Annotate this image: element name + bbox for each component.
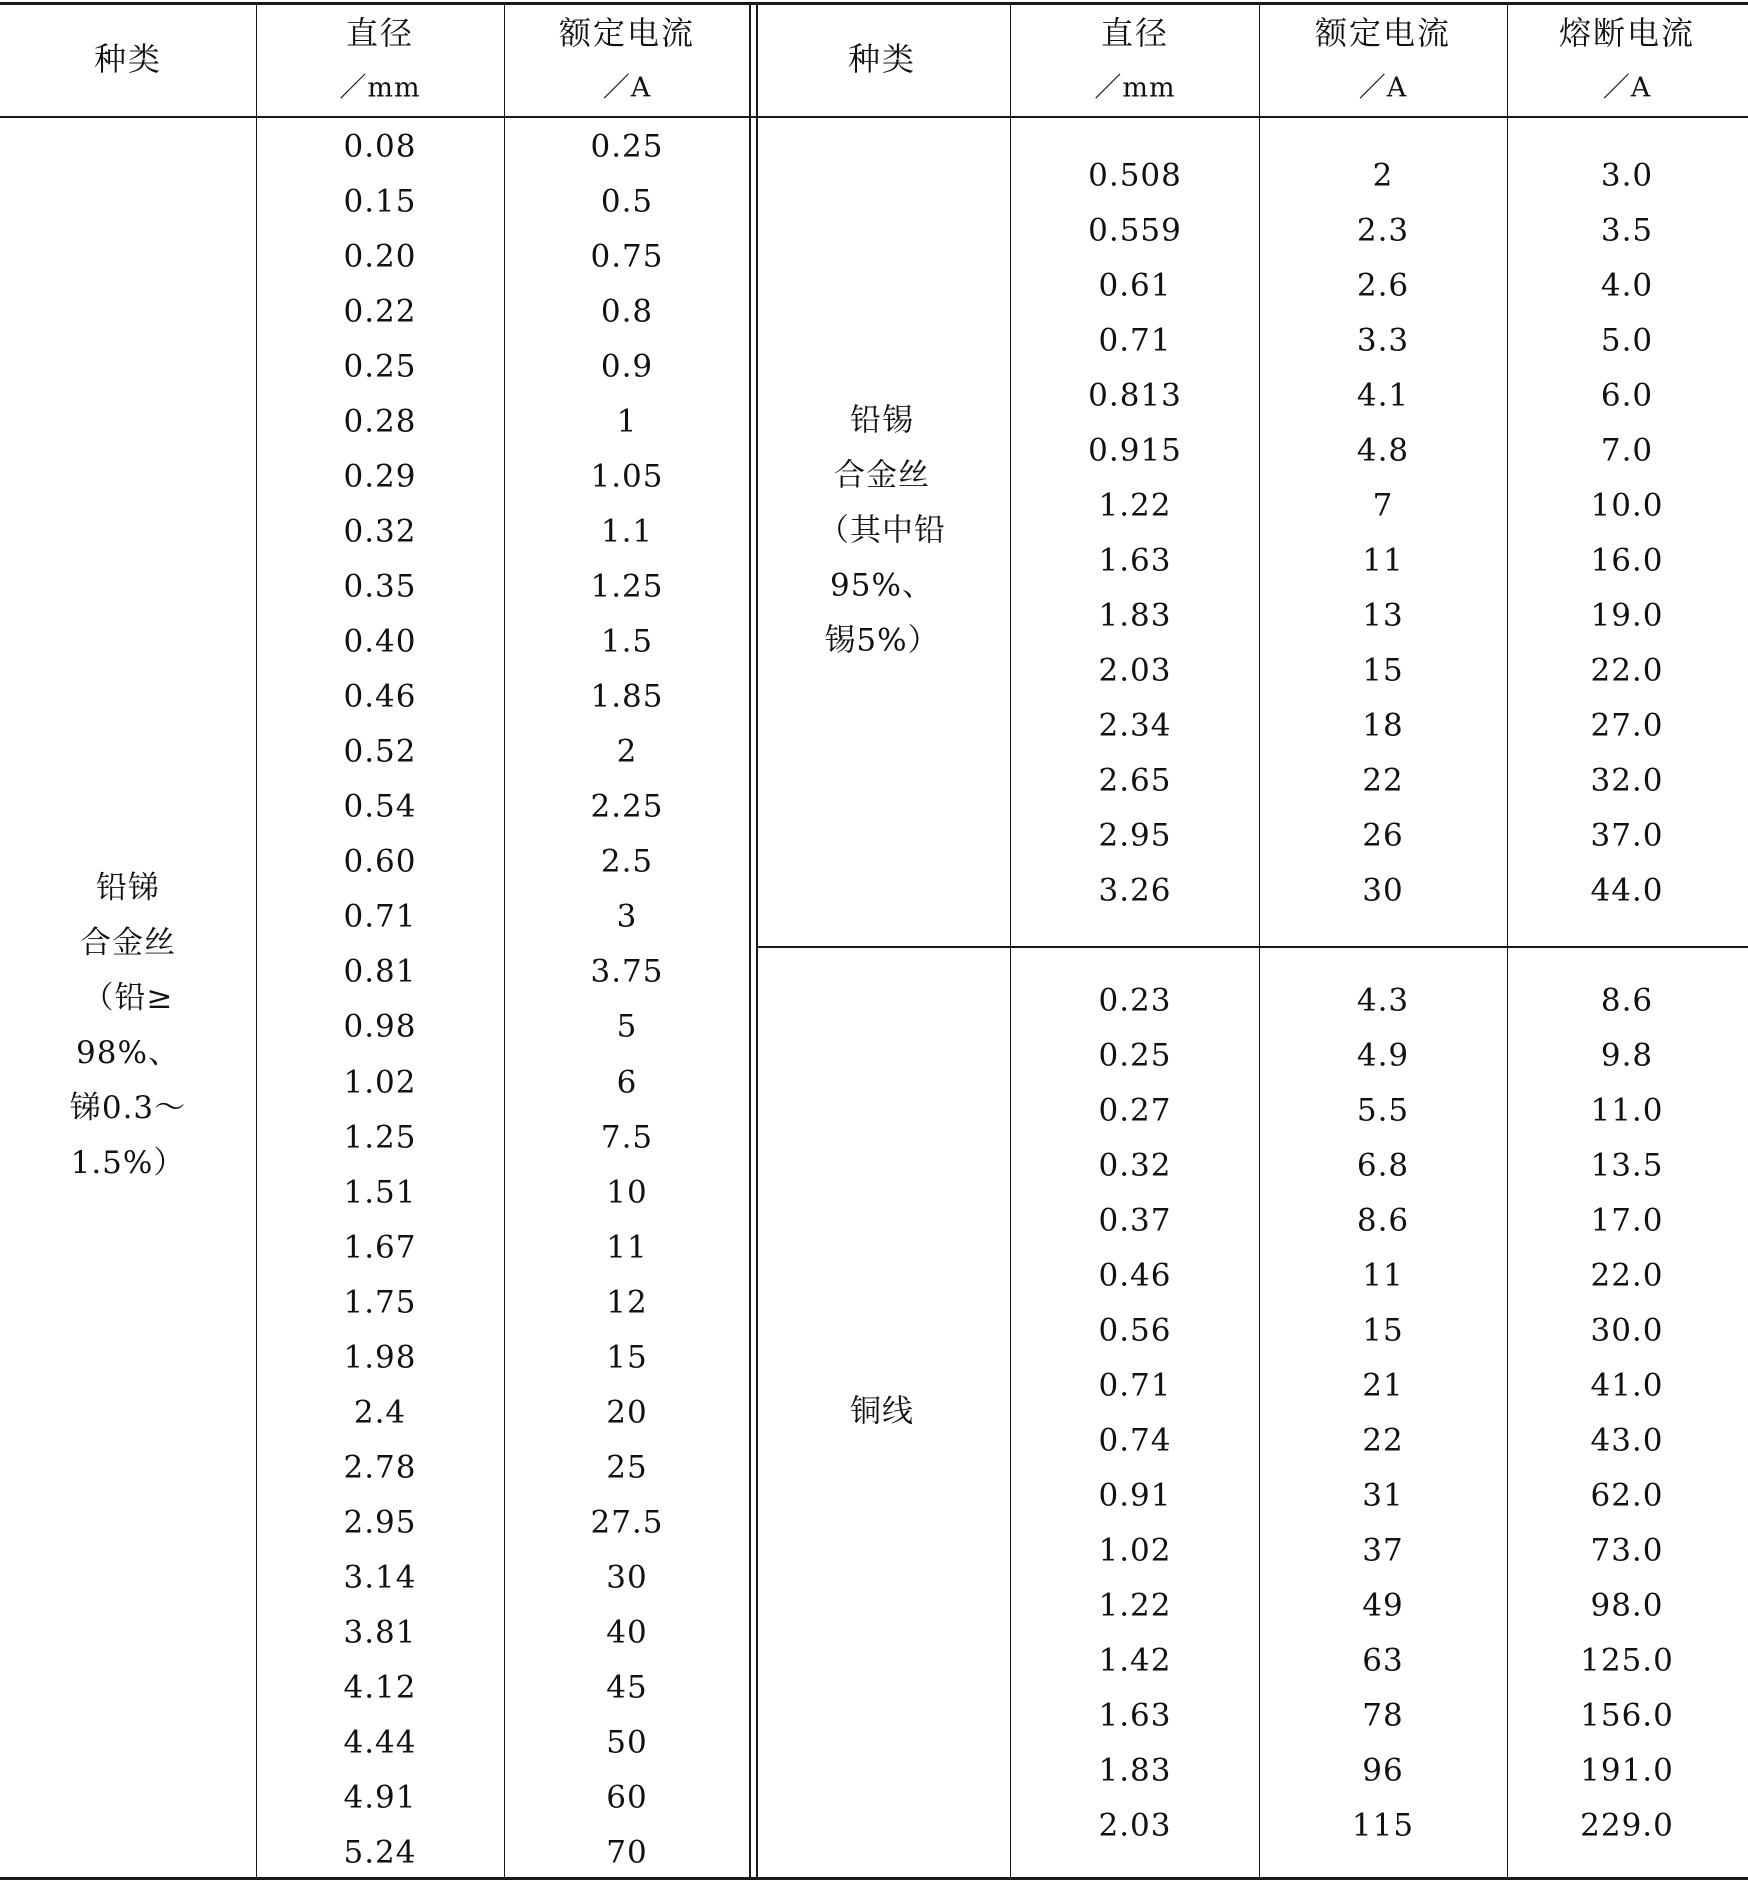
- cell-rated-current: 11: [606, 1229, 648, 1266]
- cell-rated-current: 78: [1362, 1697, 1404, 1734]
- cell-diameter: 0.25: [1098, 1037, 1172, 1074]
- type-line: 95%、: [830, 567, 934, 604]
- header-rated-left: 额定电流: [558, 14, 696, 52]
- cell-fusing-current: 41.0: [1590, 1367, 1664, 1404]
- cell-diameter: 0.32: [1098, 1147, 1172, 1184]
- cell-rated-current: 4.9: [1356, 1037, 1410, 1074]
- cell-fusing-current: 37.0: [1590, 817, 1664, 854]
- cell-diameter: 0.32: [343, 513, 417, 550]
- col-rule-left-1: [256, 4, 257, 1878]
- type-line: 铅锡: [850, 402, 914, 439]
- cell-diameter: 2.95: [343, 1504, 417, 1541]
- cell-fusing-current: 44.0: [1590, 872, 1664, 909]
- cell-rated-current: 25: [606, 1449, 648, 1486]
- cell-fusing-current: 98.0: [1590, 1587, 1664, 1624]
- cell-diameter: 1.02: [1098, 1532, 1172, 1569]
- cell-diameter: 3.81: [343, 1614, 417, 1651]
- type-line: 合金丝: [80, 925, 176, 961]
- cell-fusing-current: 6.0: [1600, 377, 1654, 414]
- cell-diameter: 0.20: [343, 238, 417, 275]
- cell-diameter: 0.71: [1098, 322, 1172, 359]
- cell-rated-current: 2.5: [600, 843, 654, 880]
- cell-fusing-current: 27.0: [1590, 707, 1664, 744]
- type-line: （铅≥: [82, 980, 174, 1016]
- cell-rated-current: 50: [606, 1724, 648, 1761]
- cell-fusing-current: 8.6: [1600, 982, 1654, 1019]
- cell-fusing-current: 11.0: [1590, 1092, 1664, 1129]
- header-rated-right: 额定电流: [1314, 14, 1452, 52]
- cell-diameter: 1.02: [343, 1064, 417, 1100]
- type-line: 1.5%）: [70, 1145, 186, 1181]
- header-rule: [0, 116, 1748, 118]
- col-rule-right-3: [1507, 4, 1508, 1878]
- type-line: 98%、: [76, 1035, 180, 1071]
- cell-rated-current: 5.5: [1356, 1092, 1410, 1129]
- cell-diameter: 0.23: [1098, 982, 1172, 1019]
- double-rule-a: [749, 4, 751, 1878]
- cell-rated-current: 3.75: [590, 953, 664, 990]
- cell-rated-current: 2.6: [1356, 267, 1410, 304]
- cell-diameter: 0.91: [1098, 1477, 1172, 1514]
- cell-rated-current: 30: [1362, 872, 1404, 909]
- cell-diameter: 1.25: [343, 1119, 417, 1156]
- header-rated-unit-left: ／A: [602, 72, 652, 104]
- cell-fusing-current: 17.0: [1590, 1202, 1664, 1239]
- cell-fusing-current: 22.0: [1590, 1257, 1664, 1294]
- cell-diameter: 0.60: [343, 843, 417, 880]
- cell-diameter: 1.63: [1098, 542, 1172, 579]
- cell-rated-current: 13: [1362, 597, 1404, 634]
- cell-diameter: 1.67: [343, 1229, 417, 1266]
- cell-diameter: 1.83: [1098, 597, 1172, 634]
- cell-rated-current: 15: [1362, 652, 1404, 689]
- cell-rated-current: 15: [1362, 1312, 1404, 1349]
- cell-fusing-current: 16.0: [1590, 542, 1664, 579]
- cell-diameter: 0.28: [343, 403, 417, 440]
- cell-fusing-current: 3.0: [1600, 157, 1654, 194]
- cell-diameter: 0.40: [343, 623, 417, 660]
- cell-rated-current: 7.5: [600, 1119, 654, 1156]
- cell-rated-current: 4.1: [1356, 377, 1410, 414]
- header-type-right: 种类: [847, 40, 917, 78]
- cell-fusing-current: 19.0: [1590, 597, 1664, 634]
- header-type-left: 种类: [93, 40, 163, 78]
- cell-diameter: 5.24: [343, 1834, 417, 1871]
- cell-rated-current: 31: [1362, 1477, 1404, 1514]
- type-label-copper: [850, 1385, 914, 1440]
- cell-rated-current: 96: [1362, 1752, 1404, 1789]
- cell-fusing-current: 62.0: [1590, 1477, 1664, 1514]
- group-divider-rule: [757, 946, 1748, 948]
- cell-diameter: 1.22: [1098, 487, 1172, 524]
- cell-rated-current: 27.5: [590, 1504, 664, 1541]
- cell-diameter: 0.71: [343, 898, 417, 935]
- cell-fusing-current: 191.0: [1580, 1752, 1674, 1789]
- cell-rated-current: 1.1: [600, 513, 654, 550]
- type-line: 合金丝: [834, 457, 930, 494]
- cell-diameter: 0.98: [343, 1008, 417, 1045]
- cell-diameter: 0.08: [343, 128, 417, 165]
- cell-diameter: 2.03: [1098, 652, 1172, 689]
- cell-fusing-current: 22.0: [1590, 652, 1664, 689]
- cell-rated-current: 3: [616, 898, 638, 935]
- cell-rated-current: 1.25: [590, 568, 664, 605]
- cell-diameter: 0.27: [1098, 1092, 1172, 1129]
- header-fusing-right: 熔断电流: [1558, 14, 1696, 52]
- cell-diameter: 0.508: [1088, 157, 1182, 194]
- cell-diameter: 0.15: [343, 183, 417, 220]
- cell-diameter: 2.78: [343, 1449, 417, 1486]
- cell-rated-current: 4.3: [1356, 982, 1410, 1019]
- cell-diameter: 0.46: [343, 678, 417, 715]
- cell-rated-current: 40: [606, 1614, 648, 1651]
- cell-diameter: 0.29: [343, 458, 417, 495]
- col-rule-right-1: [1010, 4, 1011, 1878]
- type-line: 锡5%）: [824, 622, 940, 659]
- cell-diameter: 2.34: [1098, 707, 1172, 744]
- cell-diameter: 0.559: [1088, 212, 1182, 249]
- cell-fusing-current: 43.0: [1590, 1422, 1664, 1459]
- header-diameter-unit-left: ／mm: [339, 72, 421, 104]
- cell-diameter: 1.22: [1098, 1587, 1172, 1624]
- cell-rated-current: 22: [1362, 1422, 1404, 1459]
- cell-diameter: 0.813: [1088, 377, 1182, 414]
- cell-diameter: 4.91: [343, 1779, 417, 1816]
- cell-diameter: 0.61: [1098, 267, 1172, 304]
- type-line: 铅锑: [96, 870, 160, 906]
- cell-fusing-current: 32.0: [1590, 762, 1664, 799]
- cell-rated-current: 5: [616, 1008, 638, 1045]
- cell-diameter: 0.54: [343, 788, 417, 825]
- cell-rated-current: 11: [1362, 542, 1404, 579]
- cell-diameter: 0.22: [343, 293, 417, 330]
- cell-rated-current: 2: [616, 733, 638, 770]
- cell-fusing-current: 5.0: [1600, 322, 1654, 359]
- cell-diameter: 1.98: [343, 1339, 417, 1376]
- cell-rated-current: 0.75: [590, 238, 664, 275]
- cell-rated-current: 45: [606, 1669, 648, 1706]
- cell-diameter: 0.915: [1088, 432, 1182, 469]
- cell-rated-current: 0.25: [590, 128, 664, 165]
- cell-rated-current: 3.3: [1356, 322, 1410, 359]
- cell-rated-current: 1.85: [590, 678, 664, 715]
- col-rule-left-2: [504, 4, 505, 1878]
- cell-rated-current: 22: [1362, 762, 1404, 799]
- cell-fusing-current: 7.0: [1600, 432, 1654, 469]
- cell-diameter: 0.46: [1098, 1257, 1172, 1294]
- cell-fusing-current: 3.5: [1600, 212, 1654, 249]
- cell-diameter: 3.14: [343, 1559, 417, 1596]
- cell-diameter: 4.44: [343, 1724, 417, 1761]
- cell-diameter: 0.25: [343, 348, 417, 385]
- cell-fusing-current: 13.5: [1590, 1147, 1664, 1184]
- cell-diameter: 3.26: [1098, 872, 1172, 909]
- cell-rated-current: 12: [606, 1284, 648, 1321]
- cell-diameter: 0.56: [1098, 1312, 1172, 1349]
- cell-diameter: 2.4: [353, 1394, 407, 1431]
- cell-rated-current: 26: [1362, 817, 1404, 854]
- cell-diameter: 2.65: [1098, 762, 1172, 799]
- cell-diameter: 0.81: [343, 953, 417, 990]
- cell-rated-current: 2.3: [1356, 212, 1410, 249]
- cell-rated-current: 8.6: [1356, 1202, 1410, 1239]
- cell-diameter: 1.83: [1098, 1752, 1172, 1789]
- cell-fusing-current: 9.8: [1600, 1037, 1654, 1074]
- cell-fusing-current: 4.0: [1600, 267, 1654, 304]
- cell-diameter: 2.95: [1098, 817, 1172, 854]
- cell-fusing-current: 73.0: [1590, 1532, 1664, 1569]
- cell-diameter: 1.42: [1098, 1642, 1172, 1679]
- cell-fusing-current: 30.0: [1590, 1312, 1664, 1349]
- cell-rated-current: 63: [1362, 1642, 1404, 1679]
- cell-rated-current: 15: [606, 1339, 648, 1376]
- cell-diameter: 1.75: [343, 1284, 417, 1321]
- cell-rated-current: 1.5: [600, 623, 654, 660]
- cell-rated-current: 21: [1362, 1367, 1404, 1404]
- cell-diameter: 0.52: [343, 733, 417, 770]
- header-rated-unit-right: ／A: [1358, 72, 1408, 104]
- header-diameter-right: 直径: [1100, 14, 1170, 52]
- cell-rated-current: 6: [616, 1064, 638, 1100]
- header-diameter-unit-right: ／mm: [1094, 72, 1176, 104]
- cell-rated-current: 115: [1351, 1807, 1415, 1844]
- type-line: （其中铅: [818, 512, 946, 549]
- cell-rated-current: 7: [1372, 487, 1394, 524]
- cell-diameter: 0.71: [1098, 1367, 1172, 1404]
- cell-rated-current: 60: [606, 1779, 648, 1816]
- cell-rated-current: 0.5: [600, 183, 654, 220]
- cell-fusing-current: 10.0: [1590, 487, 1664, 524]
- cell-rated-current: 0.9: [600, 348, 654, 385]
- header-diameter-left: 直径: [345, 14, 415, 52]
- cell-rated-current: 20: [606, 1394, 648, 1431]
- top-rule: [0, 2, 1748, 5]
- cell-diameter: 0.35: [343, 568, 417, 605]
- cell-diameter: 0.74: [1098, 1422, 1172, 1459]
- cell-diameter: 1.63: [1098, 1697, 1172, 1734]
- cell-rated-current: 11: [1362, 1257, 1404, 1294]
- type-line: 铜线: [850, 1393, 914, 1430]
- cell-diameter: 4.12: [343, 1669, 417, 1706]
- cell-fusing-current: 125.0: [1580, 1642, 1674, 1679]
- col-rule-right-2: [1259, 4, 1260, 1878]
- cell-rated-current: 0.8: [600, 293, 654, 330]
- cell-rated-current: 30: [606, 1559, 648, 1596]
- cell-rated-current: 1.05: [590, 458, 664, 495]
- type-label-lead-antimony: [70, 861, 186, 1191]
- cell-diameter: 1.51: [343, 1174, 417, 1211]
- cell-rated-current: 6.8: [1356, 1147, 1410, 1184]
- cell-fusing-current: 229.0: [1580, 1807, 1674, 1844]
- header-fusing-unit-right: ／A: [1602, 72, 1652, 104]
- cell-diameter: 0.37: [1098, 1202, 1172, 1239]
- type-label-lead-tin: [818, 394, 946, 669]
- cell-rated-current: 4.8: [1356, 432, 1410, 469]
- cell-rated-current: 18: [1362, 707, 1404, 744]
- cell-rated-current: 37: [1362, 1532, 1404, 1569]
- cell-rated-current: 2.25: [590, 788, 664, 825]
- cell-rated-current: 1: [616, 403, 638, 440]
- cell-rated-current: 49: [1362, 1587, 1404, 1624]
- cell-diameter: 2.03: [1098, 1807, 1172, 1844]
- cell-rated-current: 70: [606, 1834, 648, 1871]
- double-rule-b: [756, 4, 758, 1878]
- type-line: 锑0.3～: [69, 1090, 187, 1126]
- bottom-rule: [0, 1877, 1748, 1880]
- cell-fusing-current: 156.0: [1580, 1697, 1674, 1734]
- cell-rated-current: 2: [1372, 157, 1394, 194]
- cell-rated-current: 10: [606, 1174, 648, 1211]
